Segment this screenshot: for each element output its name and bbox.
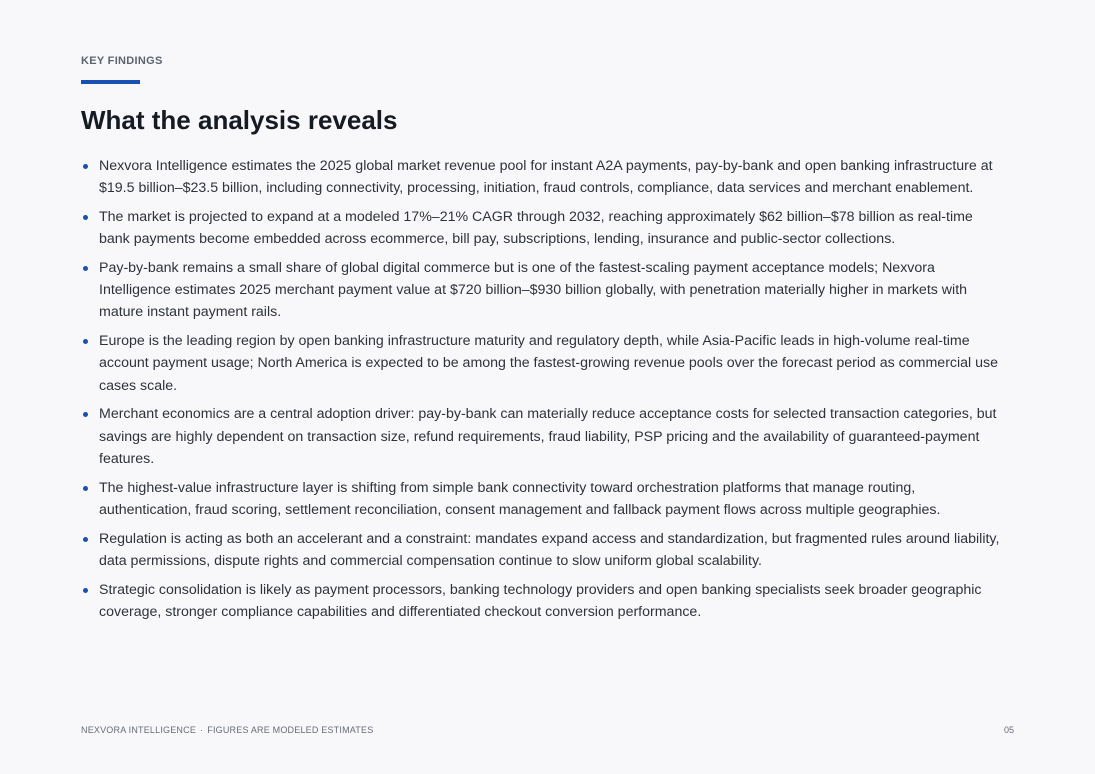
finding-text: The highest-value infrastructure layer is shifting from simple bank connectivity toward orchestration platforms that manage routing, authentication, fraud scoring, settlement reconciliation, consent management and fallback payment flows across multiple geographies.	[99, 479, 941, 518]
finding-item	[81, 528, 1006, 572]
page-number: 05	[1003, 725, 1014, 735]
finding-item	[81, 477, 1006, 521]
finding-text: Regulation is acting as both an accelerant and a constraint: mandates expand access and standardization, but fragmented rules around liability, data permissions, dispute rights and commercial compensation continue to slow uniform global scalability.	[99, 530, 1000, 569]
finding-text: Europe is the leading region by open banking infrastructure maturity and regulatory depth, while Asia-Pacific leads in high-volume real-time account payment usage; North America is expected to be among the fastest-growing revenue pools over the forecast period as commercial use cases scale.	[99, 333, 999, 394]
footer-note	[81, 725, 373, 735]
finding-text: Nexvora Intelligence estimates the 2025 global market revenue pool for instant A2A payments, pay-by-bank and open banking infrastructure at $19.5 billion–$23.5 billion, including connectivity, processing, initiation, fraud controls, compliance, data services and merchant enablement.	[99, 158, 993, 197]
bullet-icon	[83, 537, 88, 542]
section-eyebrow: KEY FINDINGS	[81, 55, 163, 67]
bullet-icon	[83, 339, 88, 344]
finding-item	[81, 155, 1006, 199]
bullet-icon	[83, 486, 88, 491]
finding-item	[81, 579, 1006, 623]
finding-text: The market is projected to expand at a modeled 17%–21% CAGR through 2032, reaching approximately $62 billion–$78 billion as real-time bank payments become embedded across ecommerce, bill pay, subscriptions, lending, insurance and public-sector collections.	[99, 209, 973, 248]
bullet-icon	[83, 215, 88, 220]
bullet-icon	[83, 164, 88, 169]
finding-item	[81, 330, 1006, 397]
findings-list	[81, 155, 1006, 630]
footer-disclaimer: FIGURES ARE MODELED ESTIMATES	[207, 725, 374, 735]
bullet-icon	[83, 588, 88, 593]
finding-item	[81, 257, 1006, 324]
footer-separator: ·	[200, 725, 204, 735]
page-title: What the analysis reveals	[81, 105, 398, 135]
accent-bar	[81, 80, 140, 84]
bullet-icon	[83, 412, 88, 417]
finding-text: Pay-by-bank remains a small share of global digital commerce but is one of the fastest-scaling payment acceptance models; Nexvora Intelligence estimates 2025 merchant payment value at $720 billion–$930 billion globally, with penetration materially higher in markets with mature instant payment rails.	[99, 260, 968, 321]
finding-item	[81, 206, 1006, 250]
footer-brand: NEXVORA INTELLIGENCE	[81, 725, 197, 735]
finding-item	[81, 403, 1006, 470]
bullet-icon	[83, 266, 88, 271]
finding-text: Strategic consolidation is likely as payment processors, banking technology providers and open banking specialists seek broader geographic coverage, stronger compliance capabilities and differentiated checkout conversion performance.	[99, 581, 982, 620]
finding-text: Merchant economics are a central adoption driver: pay-by-bank can materially reduce acceptance costs for selected transaction categories, but savings are highly dependent on transaction size, refund requirements, fraud liability, PSP pricing and the availability of guaranteed-payment features.	[99, 406, 997, 467]
